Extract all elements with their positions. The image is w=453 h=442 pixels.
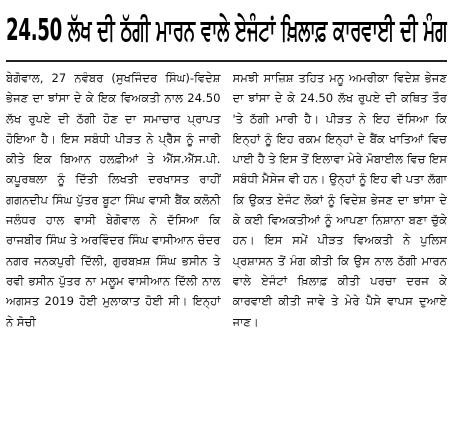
headline: 24.50 ਲੱਖ ਦੀ ਠੱਗੀ ਮਾਰਨ ਵਾਲੇ ਏਜੰਟਾਂ ਖ਼ਿਲਾਫ਼ ਕਾਰਵਾਈ ਦੀ ਮੰਗ (6, 13, 448, 48)
article-column-right (233, 68, 448, 433)
headline-rule (6, 60, 447, 62)
dateline: ਬੇਗੋਵਾਲ, 27 ਨਵੰਬਰ (ਸੁਖਜਿੰਦਰ ਸਿੰਘ)- (6, 71, 195, 85)
article-columns (6, 68, 447, 433)
article-paragraph (6, 68, 221, 332)
column-left-text: ਵਿਦੇਸ਼ ਭੇਜਣ ਦਾ ਝਾਂਸਾ ਦੇ ਕੇ ਇਕ ਵਿਅਕਤੀ ਨਾਲ 24.50 ਲੱਖ ਰੁਪਏ ਦੀ ਠੱਗੀ ਹੋਣ ਦਾ ਸਮਾਚਾਰ ਪ੍ਰਾਪਤ ਹੋਇਆ ਹੈ। ਇਸ ਸਬੰਧੀ ਪੀੜਤ ਨੇ ਪ੍ਰੈੱਸ ਨੂੰ ਜਾਰੀ ਕੀਤੇ ਇਕ ਬਿਆਨ ਹਲਫ਼ੀਆਂ ਤੇ ਐੱਸ.ਐੱਸ.ਪੀ. ਕਪੂਰਥਲਾ ਨੂੰ ਦਿੱਤੀ ਲਿਖਤੀ ਦਰਖਾਸਤ ਰਾਹੀਂ ਗਗਨਦੀਪ ਸਿੰਘ ਪੁੱਤਰ ਬੂਟਾ ਸਿੰਘ ਵਾਸੀ ਬੈਂਕ ਕਲੋਨੀ ਜਲੰਧਰ ਹਾਲ ਵਾਸੀ ਬੇਗੋਵਾਲ ਨੇ ਦੱਸਿਆ ਕਿ ਰਾਜਬੀਰ ਸਿੰਘ ਤੇ ਅਰਵਿੰਦਰ ਸਿੰਘ ਵਾਸੀਆਨ ਚੰਦਰ ਨਗਰ ਜਨਕਪੁਰੀ ਦਿੱਲੀ, ਗੁਰਬਖ਼ਸ਼ ਸਿੰਘ ਭਸੀਨ ਤੇ ਰਵੀ ਭਸੀਨ ਪੁੱਤਰ ਨਾ ਮਲੂਮ ਵਾਸੀਆਨ ਦਿੱਲੀ ਨਾਲ ਅਗਸਤ 2019 ਹੋਈ ਮੁਲਾਕਾਤ ਹੋਈ ਸੀ। ਇਨ੍ਹਾਂ ਨੇ ਸੋਚੀ (6, 71, 221, 329)
article-paragraph (233, 68, 448, 332)
column-right-text: ਸਮਝੀ ਸਾਜ਼ਿਸ਼ ਤਹਿਤ ਮਨੂ ਅਮਰੀਕਾ ਵਿਦੇਸ਼ ਭੇਜਣ ਦਾ ਝਾਂਸਾ ਦੇ ਕੇ 24.50 ਲੱਖ ਰੁਪਏ ਦੀ ਕਥਿਤ ਤੌਰ 'ਤੇ ਠੱਗੀ ਮਾਰੀ ਹੈ। ਪੀੜਤ ਨੇ ਇਹ ਦੱਸਿਆ ਕਿ ਇਨ੍ਹਾਂ ਨੂੰ ਇਹ ਰਕਮ ਇਨ੍ਹਾਂ ਦੇ ਬੈਂਕ ਖਾਤਿਆਂ ਵਿਚ ਪਾਈ ਹੈ ਤੇ ਇਸ ਤੋਂ ਇਲਾਵਾ ਮੇਰੇ ਮੋਬਾਈਲ ਵਿਚ ਇਸ ਸਬੰਧੀ ਮੈਸੇਜ ਵੀ ਹਨ। ਉਨ੍ਹਾਂ ਨੂੰ ਇਹ ਵੀ ਪਤਾ ਲੱਗਾ ਕਿ ਉਕਤ ਏਜੰਟ ਲੋਕਾਂ ਨੂੰ ਵਿਦੇਸ਼ ਭੇਜਣ ਦਾ ਝਾਂਸਾ ਦੇ ਕੇ ਕਈ ਵਿਅਕਤੀਆਂ ਨੂੰ ਆਪਣਾ ਨਿਸ਼ਾਨਾ ਬਣਾ ਚੁੱਕੇ ਹਨ। ਇਸ ਸਮੇਂ ਪੀੜਤ ਵਿਅਕਤੀ ਨੇ ਪੁਲਿਸ ਪ੍ਰਸ਼ਾਸਨ ਤੋਂ ਮੰਗ ਕੀਤੀ ਕਿ ਉਸ ਨਾਲ ਠੱਗੀ ਮਾਰਨ ਵਾਲੇ ਏਜੰਟਾਂ ਖ਼ਿਲਾਫ਼ ਕੀਤੀ ਪਰਚਾ ਦਰਜ ਕੇ ਕਾਰਵਾਈ ਕੀਤੀ ਜਾਵੇ ਤੇ ਮੇਰੇ ਪੈਸੇ ਵਾਪਸ ਦੁਆਏ ਜਾਣ। (232, 71, 447, 329)
article-column-left (6, 68, 221, 433)
